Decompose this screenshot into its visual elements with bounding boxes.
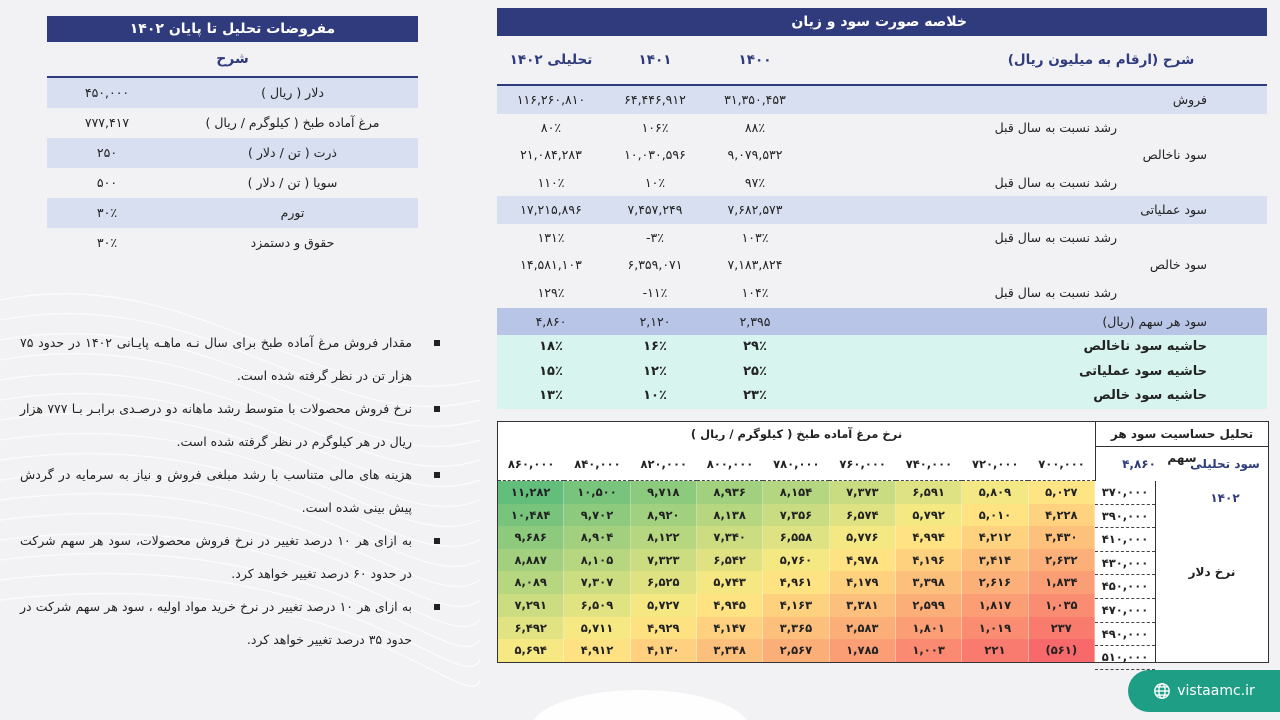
price-col-header: ۷۶۰,۰۰۰: [829, 447, 895, 481]
income-value: ۱۰٪: [644, 174, 666, 190]
heatmap-cell: ۶,۵۲۵: [631, 571, 697, 594]
assumptions-header: شرح: [47, 42, 418, 78]
income-value: ۲۵٪: [743, 363, 767, 379]
margin-row: [497, 335, 1267, 360]
heatmap-cell: ۴,۱۹۶: [896, 549, 962, 572]
heatmap-cell: ۱,۰۱۹: [962, 617, 1028, 640]
income-desc: حاشیه سود عملیاتی: [1078, 363, 1207, 379]
heatmap-cell: ۱۱,۲۸۲: [498, 481, 564, 504]
assumption-label: سویا ( تن / دلار ): [247, 175, 338, 190]
price-col-header: ۸۲۰,۰۰۰: [631, 447, 697, 481]
income-value: ۱۶٪: [643, 339, 667, 354]
income-value: ۱۳۱٪: [537, 229, 565, 245]
note-item: [20, 458, 440, 524]
assumption-value: ۵۰۰: [96, 175, 118, 190]
bullet-icon: [434, 340, 440, 346]
income-value: ۱۰,۰۳۰,۵۹۶: [624, 147, 686, 162]
income-desc: فروش: [1172, 92, 1207, 107]
income-value: ۸۰٪: [540, 119, 562, 135]
income-value: ۷,۴۵۷,۲۴۹: [627, 202, 683, 217]
heatmap-cell: ۵,۰۲۷: [1029, 481, 1095, 504]
website-badge[interactable]: [1128, 670, 1280, 712]
dollar-row-header: ۵۱۰,۰۰۰: [1095, 646, 1155, 670]
heatmap-cell: ۳,۳۸۱: [830, 594, 896, 617]
heatmap-cell: ۸,۱۰۵: [564, 549, 630, 572]
income-value: ۲,۳۹۵: [739, 314, 771, 329]
heatmap-cell: ۵,۷۹۲: [896, 504, 962, 527]
income-desc: رشد نسبت به سال قبل: [994, 119, 1117, 135]
heatmap-cell: ۲,۶۳۲: [1029, 549, 1095, 572]
heatmap-cell: ۱۰,۴۸۴: [498, 504, 564, 527]
income-row: [497, 251, 1267, 279]
bullet-icon: [434, 538, 440, 544]
price-col-header: ۷۸۰,۰۰۰: [763, 447, 829, 481]
heatmap-cell: ۵,۷۱۱: [564, 617, 630, 640]
row-axis-label: نرخ دلار: [1155, 481, 1268, 662]
col-header-1401: ۱۴۰۱: [638, 52, 672, 68]
heatmap-row: [498, 549, 1095, 572]
income-value: ۱۳٪: [539, 388, 563, 403]
dollar-row-header: ۴۳۰,۰۰۰: [1095, 552, 1155, 576]
heatmap-cell: ۹,۶۸۶: [498, 526, 564, 549]
heatmap-cell: ۳,۳۹۸: [896, 571, 962, 594]
income-value: ۱۰۳٪: [741, 229, 769, 245]
income-summary-table: [497, 8, 1267, 409]
price-col-header: ۷۰۰,۰۰۰: [1028, 447, 1094, 481]
heatmap-cell: ۱,۸۰۱: [896, 617, 962, 640]
heatmap-cell: ۶,۵۹۱: [896, 481, 962, 504]
assumption-label: مرغ آماده طبخ ( کیلوگرم / ریال ): [205, 115, 380, 130]
income-value: ۱۸٪: [539, 339, 563, 354]
dollar-row-header: ۴۷۰,۰۰۰: [1095, 599, 1155, 623]
heatmap-row: [498, 504, 1095, 527]
income-title: خلاصه صورت سود و زیان: [497, 8, 1267, 36]
heatmap-row: [498, 594, 1095, 617]
income-desc: سود خالص: [1149, 257, 1207, 272]
website-text: vistaamc.ir: [1177, 683, 1255, 699]
heatmap-cell: ۸,۱۵۴: [763, 481, 829, 504]
heatmap-cell: ۴,۱۴۷: [697, 617, 763, 640]
note-text: نرخ فروش محصولات با متوسط رشد ماهانه دو درصـدی برابـر بـا ۷۷۷ هزار ریال در هر کیلوگرم در نظر گرفته شده است.: [20, 401, 412, 449]
assumption-value: ۴۵۰,۰۰۰: [84, 85, 130, 100]
income-value: ۱۲۹٪: [537, 284, 565, 300]
income-desc: رشد نسبت به سال قبل: [994, 284, 1117, 300]
income-value: ۹۷٪: [744, 174, 766, 190]
assumption-label: تورم: [280, 205, 305, 220]
assumptions-table: [47, 16, 418, 258]
heatmap-cell: ۴,۲۱۲: [962, 526, 1028, 549]
growth-row: [497, 169, 1267, 197]
heatmap-cell: ۵,۷۴۳: [697, 571, 763, 594]
heatmap-cell: ۵,۰۱۰: [962, 504, 1028, 527]
col-header-1400: ۱۴۰۰: [738, 52, 772, 68]
base-label: سود تحلیلی ۱۴۰۲: [1190, 457, 1260, 505]
income-value: ۱۰۶٪: [641, 119, 669, 135]
heatmap-cell: ۲,۵۶۷: [763, 639, 829, 662]
income-desc: رشد نسبت به سال قبل: [994, 229, 1117, 245]
heatmap-cell: ۸,۱۳۸: [697, 504, 763, 527]
income-row: [497, 141, 1267, 169]
note-text: هزینه های مالی متناسب با رشد مبلغی فروش و نیاز به سرمایه در گردش پیش بینی شده است.: [20, 467, 412, 515]
income-value: ۱۰٪: [643, 388, 667, 403]
dollar-row-header: ۴۵۰,۰۰۰: [1095, 575, 1155, 599]
assumption-row: [47, 168, 418, 198]
income-value: ۲,۱۲۰: [639, 314, 671, 329]
margin-row: [497, 384, 1267, 409]
assumptions-title: مفروضات تحلیل تا پایان ۱۴۰۲: [47, 16, 418, 42]
heatmap-cell: ۸,۹۰۴: [564, 526, 630, 549]
heatmap-cell: ۷,۳۰۷: [564, 571, 630, 594]
income-value: ۳۱,۳۵۰,۴۵۳: [724, 92, 786, 107]
heatmap-cell: ۳,۴۳۰: [1029, 526, 1095, 549]
heatmap-cell: ۱,۰۳۵: [1029, 594, 1095, 617]
income-value: ۷,۱۸۳,۸۲۴: [727, 257, 783, 272]
heatmap-cell: ۴,۹۲۹: [631, 617, 697, 640]
price-col-header: ۸۰۰,۰۰۰: [697, 447, 763, 481]
assumption-value: ۷۷۷,۴۱۷: [84, 115, 130, 130]
heatmap-cell: ۸,۹۳۶: [697, 481, 763, 504]
heatmap-cell: ۷,۳۲۳: [631, 549, 697, 572]
heatmap-cell: ۱,۸۱۷: [962, 594, 1028, 617]
assumption-row: [47, 228, 418, 258]
heatmap-cell: ۴,۹۶۱: [763, 571, 829, 594]
heatmap-row: [498, 617, 1095, 640]
income-value: ۴,۸۶۰: [535, 314, 567, 329]
assumption-label: حقوق و دستمزد: [250, 235, 335, 250]
price-axis-title: نرخ مرغ آماده طبخ ( کیلوگرم / ریال ): [690, 427, 903, 441]
col-header-desc: شرح (ارقام به میلیون ریال): [1007, 52, 1195, 68]
col-header-1402: تحلیلی ۱۴۰۲: [509, 52, 593, 68]
income-header-row: [497, 36, 1267, 86]
heatmap-row: [498, 571, 1095, 594]
heatmap-cell: ۴,۱۶۳: [763, 594, 829, 617]
income-desc: سود ناخالص: [1142, 147, 1207, 162]
heatmap-cell: ۳,۳۶۵: [763, 617, 829, 640]
heatmap-cell: ۱,۷۸۵: [830, 639, 896, 662]
bullet-icon: [434, 604, 440, 610]
heatmap-cell: ۴,۹۱۲: [564, 639, 630, 662]
assumption-value: ۲۵۰: [96, 145, 118, 160]
income-desc: سود عملیاتی: [1140, 202, 1207, 217]
heatmap-cell: ۴,۹۹۴: [896, 526, 962, 549]
sensitivity-table: [497, 421, 1269, 663]
heatmap-cell: ۶,۵۷۴: [830, 504, 896, 527]
heatmap-cell: ۵,۷۲۷: [631, 594, 697, 617]
heatmap-cell: ۲,۶۱۶: [962, 571, 1028, 594]
heatmap-cell: ۱۰,۵۰۰: [564, 481, 630, 504]
heatmap-cell: ۷,۳۷۳: [830, 481, 896, 504]
income-value: ۱۰۴٪: [741, 284, 769, 300]
price-col-header: ۸۶۰,۰۰۰: [498, 447, 564, 481]
heatmap-cell: ۴,۱۷۹: [830, 571, 896, 594]
bullet-icon: [434, 472, 440, 478]
income-value: ۱۷,۲۱۵,۸۹۶: [520, 202, 582, 217]
assumption-row: [47, 78, 418, 108]
income-row: [497, 86, 1267, 114]
heatmap-cell: ۲,۵۸۳: [830, 617, 896, 640]
income-value: ۹,۰۷۹,۵۳۲: [727, 147, 783, 162]
heatmap-cell: ۲۲۱: [962, 639, 1028, 662]
income-row: [497, 196, 1267, 224]
heatmap-cell: ۵,۷۷۶: [830, 526, 896, 549]
heatmap-cell: ۴,۲۲۸: [1029, 504, 1095, 527]
income-value: ۸۸٪: [744, 119, 766, 135]
income-desc: رشد نسبت به سال قبل: [994, 174, 1117, 190]
globe-icon: [1153, 682, 1171, 700]
heatmap-cell: ۸,۱۲۲: [631, 526, 697, 549]
dollar-row-header: ۴۹۰,۰۰۰: [1095, 623, 1155, 647]
heatmap-cell: ۷,۳۵۶: [763, 504, 829, 527]
heatmap-cell: ۵,۸۰۹: [962, 481, 1028, 504]
income-value: ۱۲٪: [643, 363, 667, 379]
heatmap-cell: ۹,۷۰۲: [564, 504, 630, 527]
note-item: [20, 392, 440, 458]
income-value: ۶۴,۴۴۶,۹۱۲: [624, 92, 686, 107]
growth-row: [497, 114, 1267, 142]
income-value: ۲۳٪: [743, 388, 767, 403]
heatmap-cell: ۷,۳۴۰: [697, 526, 763, 549]
assumption-label: دلار ( ریال ): [261, 85, 324, 100]
heatmap-cell: ۶,۵۴۲: [697, 549, 763, 572]
assumption-row: [47, 138, 418, 168]
note-item: [20, 590, 440, 656]
heatmap-cell: (۵۶۱): [1029, 639, 1095, 662]
heatmap-cell: ۲۳۷: [1029, 617, 1095, 640]
dollar-row-headers: [1095, 481, 1155, 670]
bullet-icon: [434, 406, 440, 412]
income-value: ۲۹٪: [743, 339, 767, 354]
dollar-row-header: ۴۱۰,۰۰۰: [1095, 528, 1155, 552]
assumption-value: ۳۰٪: [96, 205, 118, 220]
income-value: ۶,۳۵۹,۰۷۱: [627, 257, 683, 272]
income-value: ۱۱۶,۲۶۰,۸۱۰: [516, 92, 586, 107]
heatmap-row: [498, 526, 1095, 549]
heatmap-cell: ۷,۲۹۱: [498, 594, 564, 617]
assumption-value: ۳۰٪: [96, 235, 118, 250]
note-text: به ازای هر ۱۰ درصد تغییر در نرخ فروش محصولات، سود هر سهم شرکت در حدود ۶۰ درصد تغییر خواهد کرد.: [20, 533, 412, 581]
note-text: به ازای هر ۱۰ درصد تغییر در نرخ خرید مواد اولیه ، سود هر سهم شرکت در حدود ۳۵ درصد تغییر خواهد کرد.: [20, 599, 412, 647]
price-column-headers: [498, 447, 1095, 481]
price-col-header: ۷۲۰,۰۰۰: [962, 447, 1028, 481]
income-value: ۷,۶۸۲,۵۷۳: [727, 202, 783, 217]
heatmap-cell: ۱,۸۳۴: [1029, 571, 1095, 594]
sensitivity-title: تحلیل حساسیت سود هر سهم: [1095, 422, 1268, 447]
heatmap-cell: ۶,۵۰۹: [564, 594, 630, 617]
price-col-header: ۷۴۰,۰۰۰: [896, 447, 962, 481]
growth-row: [497, 279, 1267, 307]
margin-row: [497, 360, 1267, 385]
assumption-label: ذرت ( تن / دلار ): [248, 145, 337, 160]
income-value: ۲۱,۰۸۴,۲۸۳: [520, 147, 582, 162]
dollar-row-header: ۳۷۰,۰۰۰: [1095, 481, 1155, 505]
heatmap-cell: ۴,۹۴۵: [697, 594, 763, 617]
heatmap-cell: ۶,۵۵۸: [763, 526, 829, 549]
income-value: ۱۴,۵۸۱,۱۰۳: [520, 257, 582, 272]
note-text: مقدار فروش مرغ آماده طبخ برای سال نـه ماهـه پایـانی ۱۴۰۲ در حدود ۷۵ هزار تن در نظر گرفته شده است.: [20, 335, 413, 383]
heatmap-cell: ۳,۴۱۴: [962, 549, 1028, 572]
heatmap-cell: ۲,۵۹۹: [896, 594, 962, 617]
dollar-row-header: ۳۹۰,۰۰۰: [1095, 505, 1155, 529]
growth-row: [497, 224, 1267, 252]
sensitivity-heatmap: [498, 481, 1095, 662]
heatmap-cell: ۱,۰۰۳: [896, 639, 962, 662]
base-value: ۴,۸۶۰: [1122, 457, 1156, 471]
assumption-row: [47, 108, 418, 138]
heatmap-row: [498, 481, 1095, 504]
assumption-row: [47, 198, 418, 228]
income-value: ۱۵٪: [539, 363, 563, 379]
heatmap-cell: ۸,۹۲۰: [631, 504, 697, 527]
income-value: -۳٪: [646, 229, 664, 245]
heatmap-row: [498, 639, 1095, 662]
heatmap-cell: ۸,۰۸۹: [498, 571, 564, 594]
heatmap-cell: ۴,۹۷۸: [830, 549, 896, 572]
heatmap-cell: ۶,۴۹۲: [498, 617, 564, 640]
heatmap-cell: ۵,۷۶۰: [763, 549, 829, 572]
heatmap-cell: ۳,۳۴۸: [697, 639, 763, 662]
heatmap-cell: ۵,۶۹۴: [498, 639, 564, 662]
income-value: -۱۱٪: [642, 284, 668, 300]
income-desc: سود هر سهم (ریال): [1102, 314, 1207, 329]
income-value: ۱۱۰٪: [537, 174, 565, 190]
heatmap-cell: ۸,۸۸۷: [498, 549, 564, 572]
note-item: [20, 524, 440, 590]
heatmap-cell: ۹,۷۱۸: [631, 481, 697, 504]
eps-row: [497, 308, 1267, 335]
income-desc: حاشیه سود ناخالص: [1083, 339, 1207, 354]
price-col-header: ۸۴۰,۰۰۰: [564, 447, 630, 481]
heatmap-cell: ۴,۱۳۰: [631, 639, 697, 662]
note-item: [20, 326, 440, 392]
income-desc: حاشیه سود خالص: [1093, 388, 1207, 403]
notes-list: [20, 326, 440, 656]
